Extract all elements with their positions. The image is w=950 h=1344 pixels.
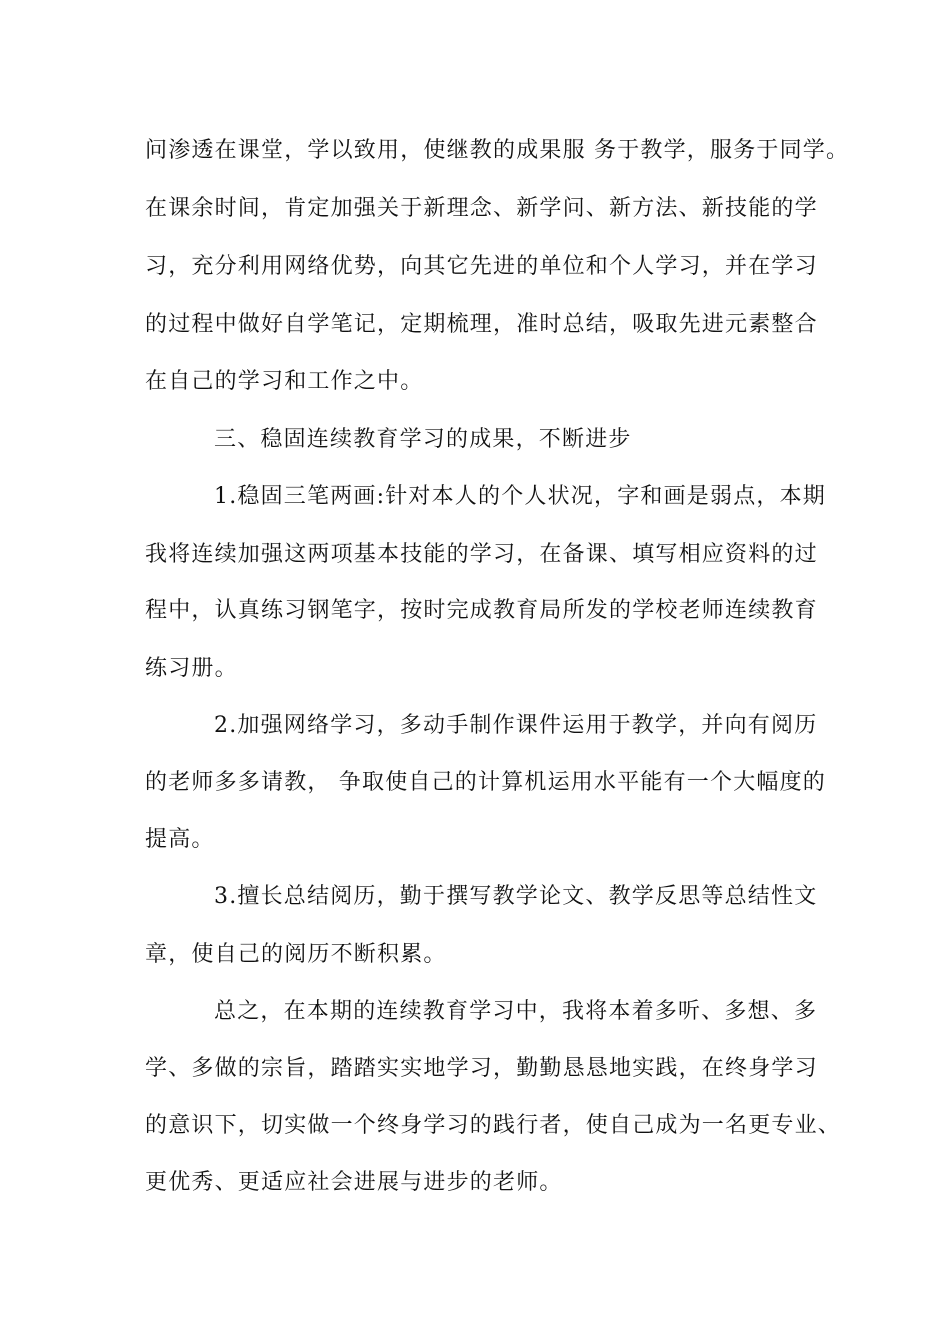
text-line: 的老师多多请教， 争取使自己的计算机运用水平能有一个大幅度的: [145, 770, 826, 795]
text-line: 习，充分利用网络优势，向其它先进的单位和个人学习，并在学习: [145, 254, 818, 279]
section-heading: 三、稳固连续教育学习的成果，不断进步: [214, 427, 632, 452]
text-line: 问渗透在课堂，学以致用，使继教的成果服 务于教学，服务于同学。: [145, 138, 850, 163]
text-line: 1.稳固三笔两画:针对本人的个人状况，字和画是弱点，本期: [214, 484, 827, 509]
text-line: 我将连续加强这两项基本技能的学习，在备课、填写相应资料的过: [145, 542, 818, 567]
text-line: 程中，认真练习钢笔字，按时完成教育局所发的学校老师连续教育: [145, 598, 818, 623]
text-line: 总之，在本期的连续教育学习中，我将本着多听、多想、多: [214, 999, 818, 1024]
text-line: 提高。: [145, 827, 215, 852]
text-line: 3.擅长总结阅历，勤于撰写教学论文、教学反思等总结性文: [214, 884, 818, 909]
text-line: 的过程中做好自学笔记，定期梳理，准时总结，吸取先进元素整合: [145, 312, 818, 337]
text-line: 学、多做的宗旨，踏踏实实地学习，勤勤恳恳地实践，在终身学习: [145, 1056, 818, 1081]
text-line: 的意识下，切实做一个终身学习的践行者，使自己成为一名更专业、: [145, 1113, 842, 1138]
text-line: 章，使自己的阅历不断积累。: [145, 942, 447, 967]
text-line: 练习册。: [145, 656, 238, 681]
text-line: 2.加强网络学习，多动手制作课件运用于教学，并向有阅历: [214, 713, 818, 738]
text-line: 更优秀、更适应社会进展与进步的老师。: [145, 1170, 563, 1195]
text-line: 在课余时间，肯定加强关于新理念、新学问、新方法、新技能的学: [145, 196, 818, 221]
text-line: 在自己的学习和工作之中。: [145, 369, 424, 394]
